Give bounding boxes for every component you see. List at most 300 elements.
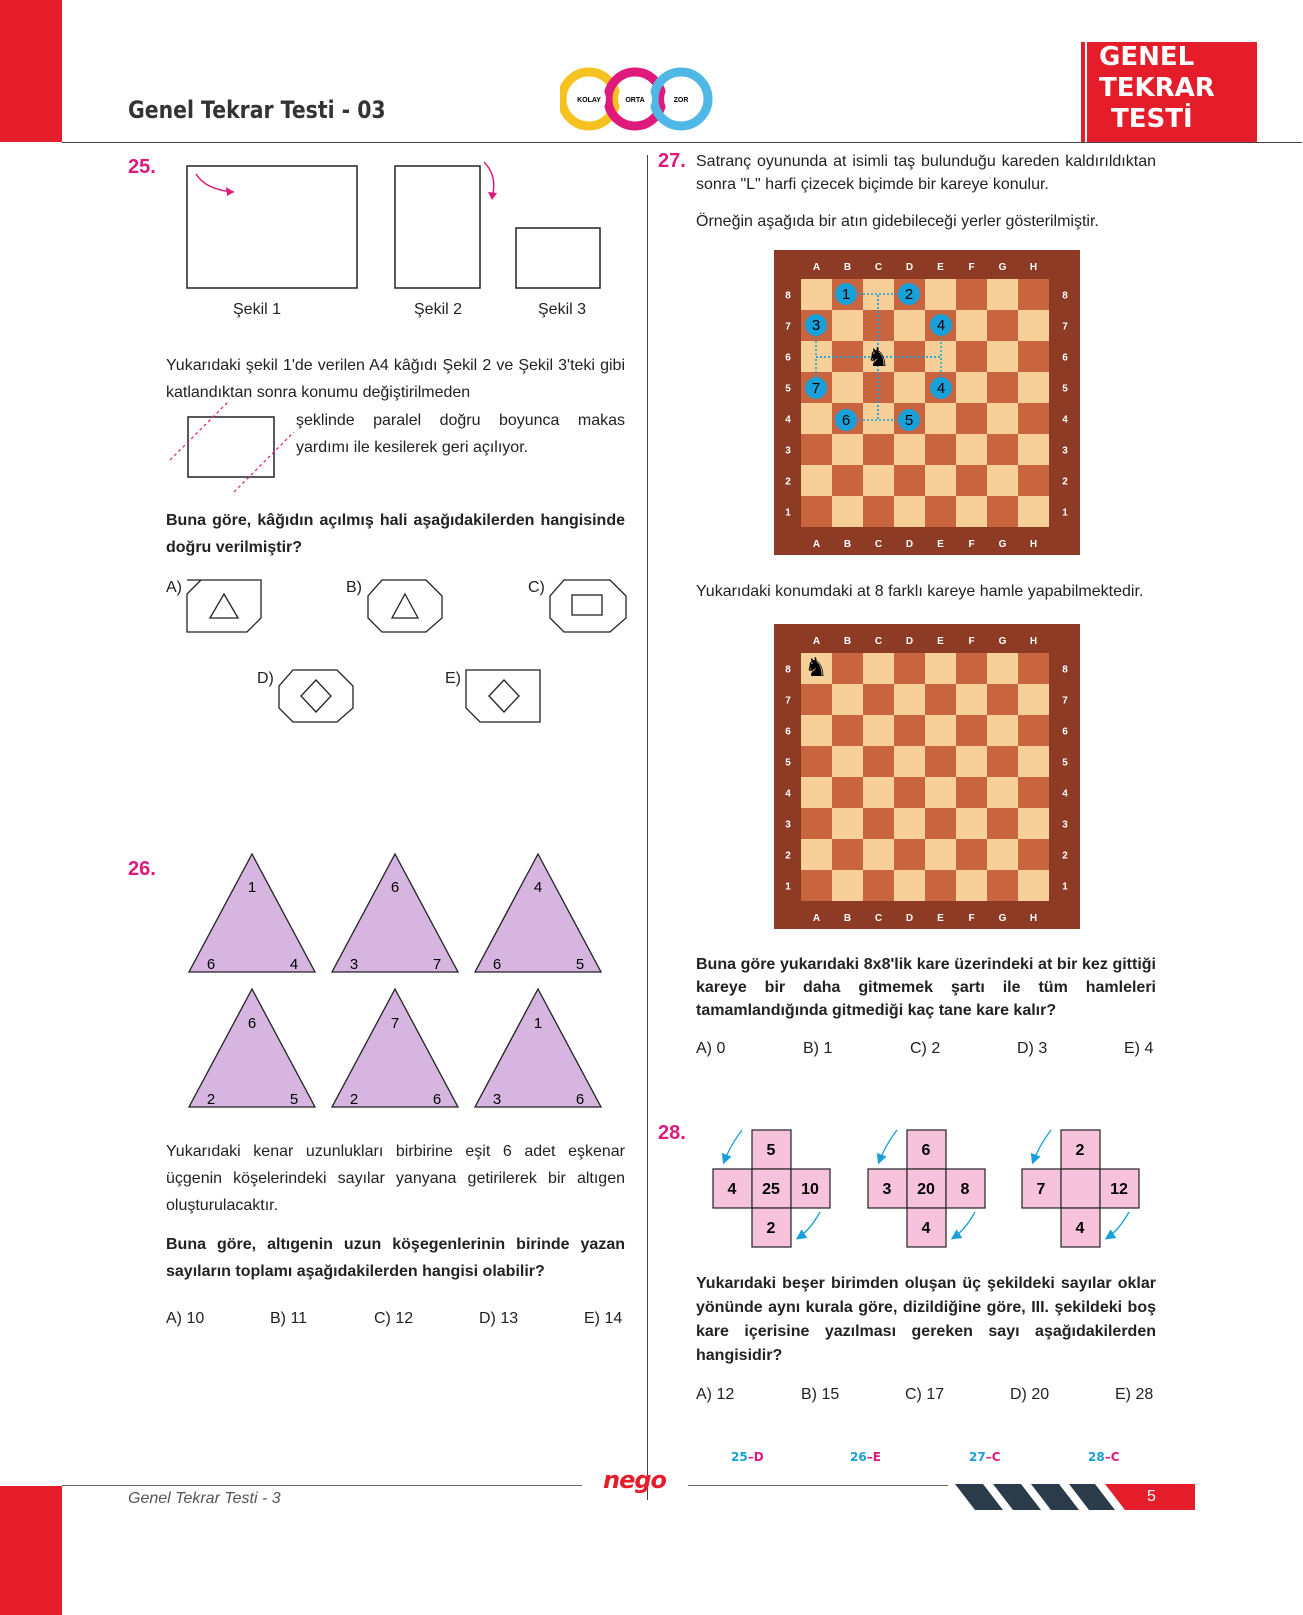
file-label: H <box>1029 636 1038 647</box>
board-square <box>863 496 894 527</box>
file-label: C <box>874 262 883 273</box>
board-square <box>925 279 956 310</box>
footer-rule-left <box>62 1485 582 1486</box>
board-square <box>801 496 832 527</box>
board-square <box>956 465 987 496</box>
q28-option-b[interactable]: B) 15 <box>801 1386 840 1403</box>
q25-text-1: Yukarıdaki şekil 1'de verilen A4 kâğıdı Şekil 2 ve Şekil 3'teki gibi katlandıktan sonra konumu değiştirilmeden <box>166 357 625 401</box>
board-square <box>925 777 956 808</box>
move-4b: 4 <box>936 380 946 397</box>
q26-option-d[interactable]: D) 13 <box>479 1310 519 1327</box>
move-5: 5 <box>904 412 914 429</box>
tri4-right: 5 <box>289 1091 299 1108</box>
board-square <box>956 279 987 310</box>
file-label: A <box>812 636 821 647</box>
board-square <box>832 434 863 465</box>
board-square <box>956 372 987 403</box>
board-square <box>863 434 894 465</box>
c1-right: 10 <box>801 1181 819 1198</box>
rank-label: 6 <box>1062 352 1068 364</box>
tri3-right: 5 <box>575 956 585 973</box>
board-square <box>956 839 987 870</box>
board-square <box>987 279 1018 310</box>
board-square <box>987 715 1018 746</box>
rank-label: 7 <box>1062 321 1068 333</box>
knight-icon: ♞ <box>866 342 890 372</box>
q25-shape-c <box>548 578 628 634</box>
rank-label: 8 <box>785 664 791 676</box>
board-square <box>801 746 832 777</box>
board-square <box>956 870 987 901</box>
board-square <box>956 746 987 777</box>
rank-label: 7 <box>1062 695 1068 707</box>
board-square <box>987 808 1018 839</box>
board-square <box>987 310 1018 341</box>
file-label: G <box>998 636 1007 647</box>
board-square <box>1018 279 1049 310</box>
q27-option-b[interactable]: B) 1 <box>803 1040 833 1057</box>
file-label: B <box>843 636 852 647</box>
q25-option-c[interactable]: C) <box>528 579 545 596</box>
badge-line-3: TESTİ <box>1111 104 1193 134</box>
file-label: D <box>905 262 914 273</box>
q28-cross-1 <box>713 1130 830 1247</box>
arrow-icon <box>1033 1130 1051 1162</box>
tri1-left: 6 <box>206 956 216 973</box>
board-square <box>956 310 987 341</box>
board-square <box>1018 653 1049 684</box>
board-square <box>801 870 832 901</box>
rank-label: 5 <box>1062 757 1068 769</box>
q25-option-a[interactable]: A) <box>166 579 182 596</box>
file-label: E <box>937 636 944 647</box>
q27-number: 27. <box>658 150 686 172</box>
tri5-right: 6 <box>432 1091 442 1108</box>
file-label: F <box>968 262 975 273</box>
board-square <box>863 746 894 777</box>
board-square <box>832 653 863 684</box>
board-square <box>987 684 1018 715</box>
rank-label: 2 <box>785 850 791 862</box>
tri5-top: 7 <box>390 1015 400 1032</box>
q26-triangle-4 <box>189 989 315 1108</box>
rank-label: 8 <box>785 290 791 302</box>
rank-label: 4 <box>1062 414 1068 426</box>
footer-rule-right <box>688 1485 948 1486</box>
board2-squares <box>801 653 1049 901</box>
board-square <box>801 777 832 808</box>
file-label: E <box>937 913 944 924</box>
publisher-logo: nego <box>603 1466 667 1494</box>
footer-title: Genel Tekrar Testi - 3 <box>128 1490 281 1507</box>
answer-key-27: 27–C <box>969 1450 1001 1464</box>
board-square <box>987 496 1018 527</box>
tri2-top: 6 <box>390 879 400 896</box>
rank-label: 4 <box>1062 788 1068 800</box>
board-square <box>925 434 956 465</box>
c3-left: 7 <box>1036 1181 1046 1198</box>
board-square <box>987 403 1018 434</box>
tri3-left: 6 <box>492 956 502 973</box>
board-square <box>987 870 1018 901</box>
board-square <box>925 715 956 746</box>
board-square <box>894 310 925 341</box>
c3-right: 12 <box>1110 1181 1128 1198</box>
board-square <box>925 839 956 870</box>
board-square <box>801 465 832 496</box>
board-square <box>832 715 863 746</box>
board-square <box>925 684 956 715</box>
file-label: D <box>905 913 914 924</box>
arrow-icon <box>879 1130 897 1162</box>
move-6: 6 <box>841 412 851 429</box>
q26-triangles <box>185 852 605 1112</box>
q26-option-a[interactable]: A) 10 <box>166 1310 205 1327</box>
q27-text-3: Yukarıdaki konumdaki at 8 farklı kareye hamle yapabilmektedir. <box>696 583 1144 600</box>
q26-triangle-1 <box>189 854 315 973</box>
board-square <box>832 496 863 527</box>
tri4-left: 2 <box>206 1091 216 1108</box>
q28-option-e[interactable]: E) 28 <box>1115 1386 1154 1403</box>
tri6-right: 6 <box>575 1091 585 1108</box>
answer-key-25: 25–D <box>731 1450 764 1464</box>
rank-label: 1 <box>785 881 791 893</box>
board-square <box>832 808 863 839</box>
column-divider <box>647 155 648 1500</box>
board-square <box>925 870 956 901</box>
q28-option-d[interactable]: D) 20 <box>1010 1386 1050 1403</box>
file-label: B <box>843 262 852 273</box>
q25-shape-a <box>185 578 265 634</box>
board-square <box>894 684 925 715</box>
board-square <box>1018 839 1049 870</box>
board-square <box>925 465 956 496</box>
board-square <box>987 434 1018 465</box>
rank-label: 1 <box>1062 507 1068 519</box>
move-3: 3 <box>811 317 821 334</box>
board-square <box>956 434 987 465</box>
board-square <box>1018 715 1049 746</box>
c1-left: 4 <box>727 1181 737 1198</box>
file-label: F <box>968 539 975 550</box>
file-label: C <box>874 636 883 647</box>
q26-option-b[interactable]: B) 11 <box>270 1310 308 1327</box>
board-square <box>956 653 987 684</box>
file-label: A <box>812 262 821 273</box>
file-label: A <box>812 539 821 550</box>
tri4-top: 6 <box>247 1015 257 1032</box>
board-square <box>1018 372 1049 403</box>
board-square <box>801 684 832 715</box>
c3-top: 2 <box>1075 1142 1085 1159</box>
board-square <box>1018 434 1049 465</box>
board-square <box>1018 310 1049 341</box>
file-label: G <box>998 262 1007 273</box>
c1-center: 25 <box>762 1181 780 1198</box>
badge-accent <box>1081 42 1085 142</box>
tri2-right: 7 <box>432 956 442 973</box>
board-square <box>894 653 925 684</box>
badge-line-2: TEKRAR <box>1099 73 1215 103</box>
q27-option-a[interactable]: A) 0 <box>696 1040 726 1057</box>
board-square <box>1018 341 1049 372</box>
sekil-2-label: Şekil 2 <box>414 301 463 318</box>
rank-label: 2 <box>785 476 791 488</box>
file-label: G <box>998 539 1007 550</box>
q26-question: Buna göre, altıgenin uzun köşegenlerinin birinde yazan sayıların toplamı aşağıdakilerden hangisi olabilir? <box>166 1236 625 1280</box>
board-square <box>956 403 987 434</box>
q26-triangle-3 <box>475 854 601 973</box>
board-square <box>832 372 863 403</box>
board-square <box>863 870 894 901</box>
rank-label: 8 <box>1062 664 1068 676</box>
knight-piece-1 <box>866 342 889 372</box>
board-square <box>801 839 832 870</box>
c1-top: 5 <box>766 1142 776 1159</box>
rank-label: 6 <box>785 726 791 738</box>
q26-triangle-6 <box>475 989 601 1108</box>
board-square <box>987 372 1018 403</box>
q26-option-e[interactable]: E) 14 <box>584 1310 623 1327</box>
board-square <box>894 746 925 777</box>
board-square <box>863 465 894 496</box>
answer-key-28: 28–C <box>1088 1450 1120 1464</box>
board-square <box>1018 746 1049 777</box>
board-square <box>832 746 863 777</box>
q25-option-b[interactable]: B) <box>346 579 362 596</box>
move-7: 7 <box>811 380 821 397</box>
board-square <box>894 496 925 527</box>
difficulty-zor: ZOR <box>673 97 689 104</box>
footer-stripes <box>955 1484 1195 1510</box>
file-label: G <box>998 913 1007 924</box>
board-square <box>925 746 956 777</box>
chessboard-1 <box>774 250 1080 555</box>
q28-cross-2 <box>868 1130 985 1247</box>
tri5-left: 2 <box>349 1091 359 1108</box>
q25-text-2: şeklinde paralel doğru boyunca makas yardımı ile kesilerek geri açılıyor. <box>296 412 625 456</box>
rank-label: 6 <box>1062 726 1068 738</box>
q25-shape-d <box>277 668 355 724</box>
board-square <box>894 870 925 901</box>
q25-option-e[interactable]: E) <box>445 670 461 687</box>
tri2-left: 3 <box>349 956 359 973</box>
board-square <box>925 653 956 684</box>
board-square <box>863 715 894 746</box>
file-label: C <box>874 913 883 924</box>
board-square <box>863 839 894 870</box>
file-label: H <box>1029 913 1038 924</box>
board1-squares <box>801 279 1049 527</box>
file-label: B <box>843 539 852 550</box>
q28-option-c[interactable]: C) 17 <box>905 1386 945 1403</box>
page-title: Genel Tekrar Testi - 03 <box>128 96 386 124</box>
board-square <box>956 777 987 808</box>
answer-key-26: 26–E <box>850 1450 881 1464</box>
q25-number: 25. <box>128 156 156 178</box>
board-square <box>801 715 832 746</box>
footer-red-bar <box>0 1486 62 1615</box>
board-square <box>832 839 863 870</box>
board-square <box>925 496 956 527</box>
tri1-top: 1 <box>247 879 257 896</box>
board-square <box>863 777 894 808</box>
board-square <box>987 465 1018 496</box>
board-square <box>801 279 832 310</box>
board-square <box>894 839 925 870</box>
q25-option-d[interactable]: D) <box>257 670 274 687</box>
board-square <box>925 808 956 839</box>
board-square <box>863 808 894 839</box>
tri3-top: 4 <box>533 879 543 896</box>
q25-cut-figure <box>170 402 295 494</box>
c1-bottom: 2 <box>766 1220 776 1237</box>
q25-question: Buna göre, kâğıdın açılmış hali aşağıdakilerden hangisinde doğru verilmiştir? <box>166 512 625 556</box>
chessboard-2 <box>774 624 1080 929</box>
rank-label: 5 <box>1062 383 1068 395</box>
arrow-icon <box>798 1212 820 1238</box>
file-label: D <box>905 636 914 647</box>
board-square <box>1018 684 1049 715</box>
file-label: E <box>937 539 944 550</box>
q25-shape-b <box>366 578 444 634</box>
q28-question: Yukarıdaki beşer birimden oluşan üç şekildeki sayılar oklar yönünde aynı kurala göre, dizildiğine göre, III. şekildeki boş kare içerisine yazılması gereken sayı aşağıdakilerden hangisidir? <box>696 1275 1156 1364</box>
board-square <box>801 434 832 465</box>
header-rule <box>62 142 1302 143</box>
q28-number: 28. <box>658 1122 686 1144</box>
c2-center: 20 <box>917 1181 935 1198</box>
board-square <box>832 310 863 341</box>
difficulty-indicator <box>560 66 720 132</box>
board-square <box>1018 465 1049 496</box>
rank-label: 5 <box>785 383 791 395</box>
board-square <box>801 403 832 434</box>
file-label: A <box>812 913 821 924</box>
board-square <box>894 777 925 808</box>
board-square <box>832 465 863 496</box>
board-square <box>1018 496 1049 527</box>
board-square <box>956 496 987 527</box>
q25-shape-e <box>464 668 544 724</box>
arrow-icon <box>1107 1212 1129 1238</box>
file-label: H <box>1029 539 1038 550</box>
header-red-bar <box>0 0 62 142</box>
difficulty-orta: ORTA <box>625 97 645 104</box>
board-square <box>832 777 863 808</box>
board-square <box>1018 403 1049 434</box>
c2-left: 3 <box>882 1181 892 1198</box>
test-badge <box>1087 42 1257 142</box>
board-square <box>956 715 987 746</box>
board-square <box>894 434 925 465</box>
c2-right: 8 <box>960 1181 970 1198</box>
q27-option-c[interactable]: C) 2 <box>910 1040 941 1057</box>
board-square <box>956 341 987 372</box>
tri1-right: 4 <box>289 956 299 973</box>
move-2: 2 <box>904 286 914 303</box>
rank-label: 1 <box>1062 881 1068 893</box>
rank-label: 3 <box>785 445 791 457</box>
knight-icon: ♞ <box>804 652 828 682</box>
board-square <box>863 684 894 715</box>
q27-question: Buna göre yukarıdaki 8x8'lik kare üzerindeki at bir kez gittiği kareye bir daha gitmemek şartı ile tüm hamleleri tamamlandığında gitmediği kaç tane kare kalır? <box>696 956 1156 1019</box>
c3-bottom: 4 <box>1075 1220 1085 1237</box>
rank-label: 1 <box>785 507 791 519</box>
q28-option-a[interactable]: A) 12 <box>696 1386 735 1403</box>
c2-bottom: 4 <box>921 1220 931 1237</box>
q26-triangle-2 <box>332 854 458 973</box>
board-square <box>1018 808 1049 839</box>
q26-triangle-5 <box>332 989 458 1108</box>
rank-label: 5 <box>785 757 791 769</box>
board-square <box>1018 777 1049 808</box>
q28-crosses <box>700 1124 1170 1250</box>
file-label: F <box>968 636 975 647</box>
rank-label: 3 <box>785 819 791 831</box>
q27-option-d[interactable]: D) 3 <box>1017 1040 1048 1057</box>
file-label: D <box>905 539 914 550</box>
board-square <box>863 653 894 684</box>
q27-text-1: Satranç oyununda at isimli taş bulunduğu kareden kaldırıldıktan sonra "L" harfi çizecek biçimde bir kareye konulur. <box>696 153 1156 193</box>
q26-option-c[interactable]: C) 12 <box>374 1310 414 1327</box>
rank-label: 7 <box>785 321 791 333</box>
board-square <box>801 808 832 839</box>
file-label: E <box>937 262 944 273</box>
board-square <box>894 465 925 496</box>
rank-label: 2 <box>1062 850 1068 862</box>
arrow-icon <box>953 1212 975 1238</box>
arrow-icon <box>724 1130 742 1162</box>
difficulty-kolay: KOLAY <box>577 97 601 104</box>
q26-number: 26. <box>128 858 156 880</box>
rank-label: 3 <box>1062 445 1068 457</box>
move-4a: 4 <box>936 317 946 334</box>
board-square <box>987 653 1018 684</box>
file-label: C <box>874 539 883 550</box>
rank-label: 7 <box>785 695 791 707</box>
board-square <box>956 684 987 715</box>
q27-option-e[interactable]: E) 4 <box>1124 1040 1154 1057</box>
board-square <box>832 870 863 901</box>
q25-folding-figure <box>180 158 620 298</box>
board-square <box>987 341 1018 372</box>
q26-text: Yukarıdaki kenar uzunlukları birbirine eşit 6 adet eşkenar üçgenin köşelerindeki sayılar yanyana getirilerek bir altıgen oluşturulacaktır. <box>166 1143 625 1214</box>
board-square <box>894 372 925 403</box>
move-1: 1 <box>841 286 851 303</box>
file-label: B <box>843 913 852 924</box>
board-square <box>1018 870 1049 901</box>
file-label: F <box>968 913 975 924</box>
board-square <box>956 808 987 839</box>
file-label: H <box>1029 262 1038 273</box>
board-square <box>925 403 956 434</box>
board-square <box>987 839 1018 870</box>
badge-line-1: GENEL <box>1099 42 1195 72</box>
q28-cross-3 <box>1022 1130 1139 1247</box>
q27-text-2: Örneğin aşağıda bir atın gidebileceği yerler gösterilmiştir. <box>696 213 1099 230</box>
rank-label: 3 <box>1062 819 1068 831</box>
rank-label: 8 <box>1062 290 1068 302</box>
board-square <box>832 684 863 715</box>
page-number: 5 <box>1147 1488 1156 1505</box>
board-square <box>987 746 1018 777</box>
board-square <box>894 715 925 746</box>
board-square <box>894 808 925 839</box>
rank-label: 4 <box>785 788 791 800</box>
board-square <box>987 777 1018 808</box>
tri6-top: 1 <box>533 1015 543 1032</box>
tri6-left: 3 <box>492 1091 502 1108</box>
